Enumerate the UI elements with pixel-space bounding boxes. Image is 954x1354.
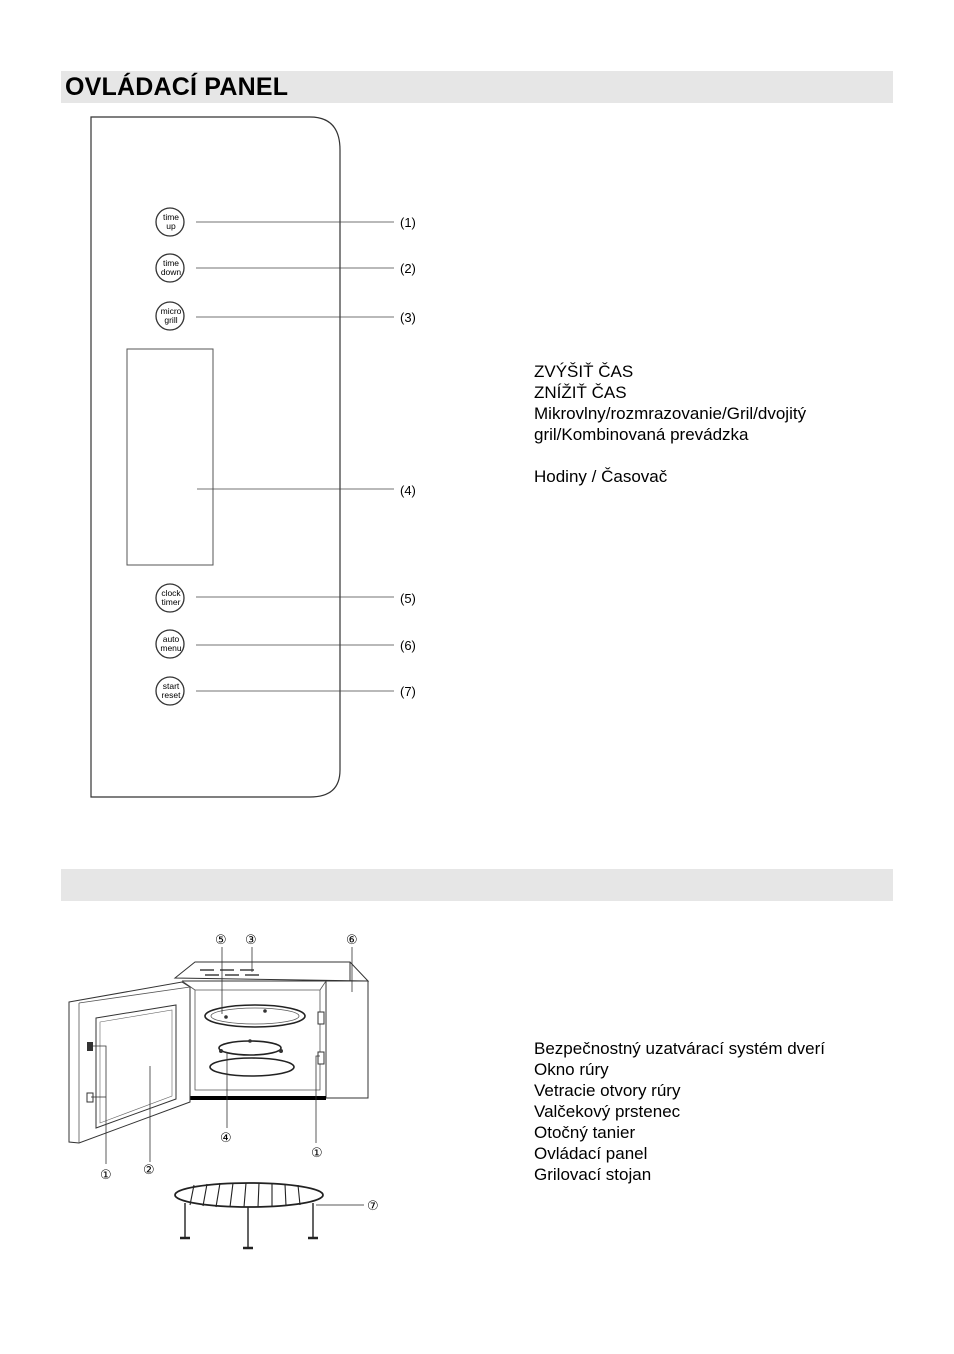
button-label: up — [166, 221, 176, 231]
button-label: grill — [164, 315, 178, 325]
marker-4: ④ — [220, 1131, 232, 1146]
description-item: ZVÝŠIŤ ČAS — [534, 362, 634, 381]
part-item: Bezpečnostný uzatvárací systém dverí — [534, 1039, 826, 1058]
callout-label: (4) — [400, 483, 416, 498]
callout-label: (1) — [400, 215, 416, 230]
button-label: clock — [161, 588, 181, 598]
marker-1: ① — [311, 1146, 323, 1161]
part-item: Grilovací stojan — [534, 1165, 652, 1184]
description-item: Mikrovlny/rozmrazovanie/Gril/dvojitý — [534, 404, 807, 423]
roller-ring — [210, 1039, 294, 1076]
button-label: reset — [161, 690, 181, 700]
button-label: menu — [160, 643, 182, 653]
marker-5: ⑤ — [215, 933, 227, 948]
callout-label: (2) — [400, 261, 416, 276]
part-item: Otočný tanier — [534, 1123, 636, 1142]
oven-top — [175, 962, 368, 981]
marker-6: ⑥ — [346, 933, 358, 948]
callout-label: (3) — [400, 310, 416, 325]
callout-label: (7) — [400, 684, 416, 699]
oven-side-panel — [326, 981, 368, 1098]
turntable — [205, 1005, 305, 1027]
description-item: ZNÍŽIŤ ČAS — [534, 383, 627, 402]
part-item: Valčekový prstenec — [534, 1102, 681, 1121]
button-label: micro — [160, 306, 182, 316]
button-label: auto — [162, 634, 180, 644]
oven-door — [69, 982, 190, 1143]
button-label: down — [160, 267, 182, 277]
callout-label: (6) — [400, 638, 416, 653]
oven-cavity — [182, 981, 326, 1098]
button-label: time — [162, 212, 180, 222]
description-item: gril/Kombinovaná prevádzka — [534, 425, 749, 444]
button-label: start — [162, 681, 180, 691]
description-item: Hodiny / Časovač — [534, 467, 668, 486]
callout-label: (5) — [400, 591, 416, 606]
button-label: time — [162, 258, 180, 268]
button-label: timer — [161, 597, 181, 607]
marker-3: ③ — [245, 933, 257, 948]
grill-rack — [175, 1183, 364, 1248]
part-item: Okno rúry — [534, 1060, 609, 1079]
marker-7: ⑦ — [367, 1199, 379, 1214]
oven-parts-list — [534, 1038, 825, 1185]
part-item: Ovládací panel — [534, 1144, 648, 1163]
marker-1: ① — [100, 1168, 112, 1183]
marker-2: ② — [143, 1163, 155, 1178]
section-title: OVLÁDACÍ PANEL — [65, 73, 289, 101]
part-item: Vetracie otvory rúry — [534, 1081, 681, 1100]
